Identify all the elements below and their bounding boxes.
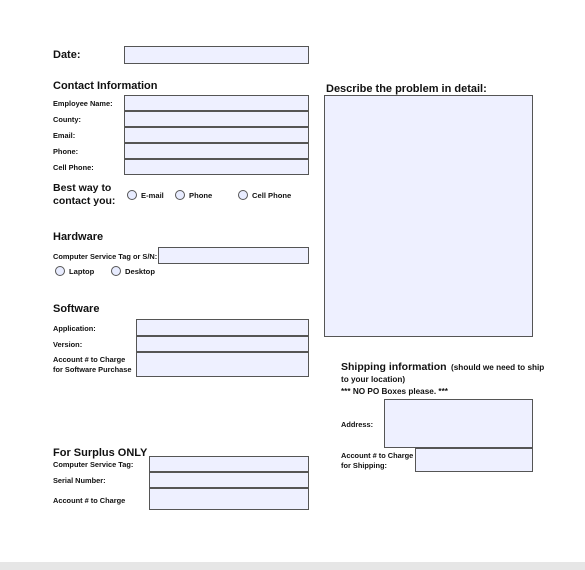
shipping-account-label-line2: for Shipping: (341, 461, 387, 470)
software-heading: Software (53, 303, 100, 315)
desktop-radio-label: Desktop (125, 267, 155, 276)
software-account-field[interactable] (136, 352, 309, 377)
application-label: Application: (53, 324, 96, 333)
serial-number-label: Serial Number: (53, 476, 106, 485)
surplus-account-label: Account # to Charge (53, 496, 126, 505)
shipping-account-field[interactable] (415, 448, 533, 472)
cell-phone-field[interactable] (124, 159, 309, 175)
shipping-heading: Shipping information (341, 361, 447, 373)
address-label: Address: (341, 420, 374, 429)
email-field[interactable] (124, 127, 309, 143)
date-label: Date: (53, 49, 81, 61)
problem-description-field[interactable] (324, 95, 533, 337)
hardware-service-tag-field[interactable] (158, 247, 309, 264)
cell-phone-radio-label: Cell Phone (252, 191, 292, 200)
application-field[interactable] (136, 319, 309, 336)
cell-phone-label: Cell Phone: (53, 163, 94, 172)
serial-number-field[interactable] (149, 472, 309, 488)
version-field[interactable] (136, 336, 309, 352)
email-label: Email: (53, 131, 76, 140)
date-field[interactable] (124, 46, 309, 64)
hardware-heading: Hardware (53, 231, 104, 243)
phone-label: Phone: (53, 147, 79, 156)
email-radio[interactable] (127, 190, 137, 200)
employee-name-field[interactable] (124, 95, 309, 111)
version-label: Version: (53, 340, 83, 349)
address-field[interactable] (384, 399, 533, 448)
shipping-note-line2: to your location) (341, 375, 406, 384)
contact-information-heading: Contact Information (53, 80, 158, 92)
laptop-radio-label: Laptop (69, 267, 95, 276)
software-account-label-line1: Account # to Charge (53, 355, 126, 364)
surplus-service-tag-field[interactable] (149, 456, 309, 472)
best-way-label-line1: Best way to (53, 182, 112, 194)
surplus-heading: For Surplus ONLY (53, 447, 148, 459)
email-radio-label: E-mail (141, 191, 164, 200)
hardware-service-tag-label: Computer Service Tag or S/N: (53, 252, 158, 261)
laptop-radio[interactable] (55, 266, 65, 276)
po-boxes-note: *** NO PO Boxes please. *** (341, 387, 448, 396)
phone-radio[interactable] (175, 190, 185, 200)
county-label: County: (53, 115, 81, 124)
phone-radio-label: Phone (189, 191, 213, 200)
desktop-radio[interactable] (111, 266, 121, 276)
county-field[interactable] (124, 111, 309, 127)
employee-name-label: Employee Name: (53, 99, 113, 108)
shipping-block (341, 360, 551, 398)
shipping-note-line1: (should we need to ship (451, 363, 545, 372)
shipping-account-label-line1: Account # to Charge (341, 451, 414, 460)
problem-heading: Describe the problem in detail: (326, 83, 487, 95)
phone-field[interactable] (124, 143, 309, 159)
surplus-account-field[interactable] (149, 488, 309, 510)
software-account-label-line2: for Software Purchase (53, 365, 132, 374)
cell-phone-radio[interactable] (238, 190, 248, 200)
surplus-service-tag-label: Computer Service Tag: (53, 460, 134, 469)
best-way-label-line2: contact you: (53, 195, 116, 207)
